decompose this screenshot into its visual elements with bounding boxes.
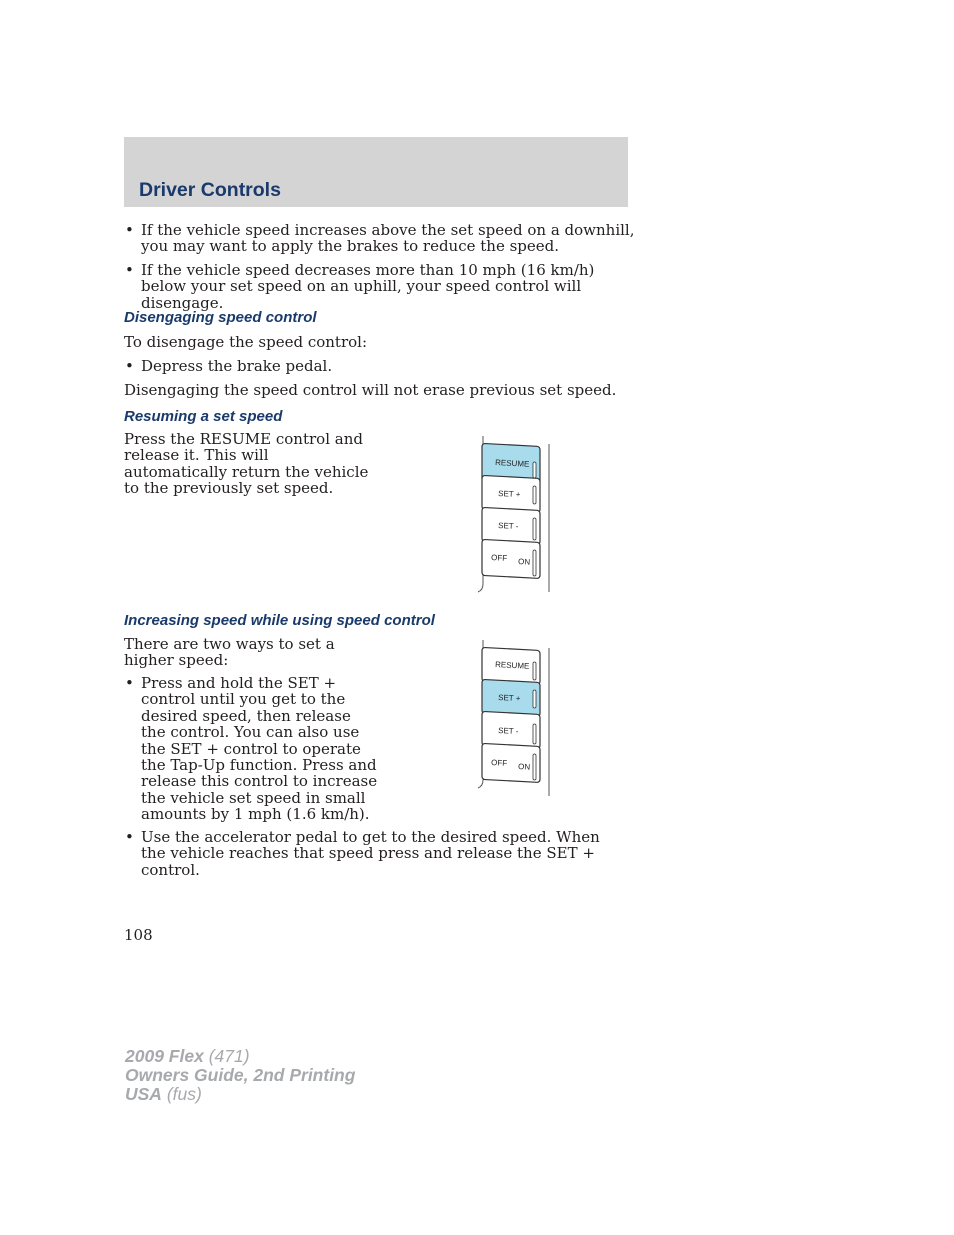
bullet-dot: •: [125, 261, 134, 279]
svg-text:SET +: SET +: [497, 693, 521, 704]
resume-button: [482, 647, 540, 684]
svg-text:ON: ON: [517, 762, 531, 772]
bullet-text: If the vehicle speed increases above the set speed on a downhill, you may want to apply the brakes to reduce the speed.: [141, 221, 635, 256]
increasing-intro: There are two ways to set a higher speed:: [124, 635, 335, 670]
off-on-button: [482, 743, 540, 782]
bullet-dot: •: [125, 357, 134, 375]
svg-text:SET -: SET -: [497, 726, 519, 737]
set-minus-button: [482, 507, 540, 544]
footer-line-guide: Owners Guide, 2nd Printing: [125, 1065, 356, 1085]
section-title: Driver Controls: [139, 179, 281, 201]
svg-text:OFF: OFF: [490, 758, 508, 768]
resuming-heading: Resuming a set speed: [124, 408, 283, 425]
bullet-text: Use the accelerator pedal to get to the desired speed. When the vehicle reaches that speed press and release the SET + control.: [141, 828, 600, 879]
increasing-heading: Increasing speed while using speed control: [124, 612, 435, 629]
set-minus-button: [482, 711, 540, 748]
list-item: [124, 675, 379, 823]
bullet-text: If the vehicle speed decreases more than 10 mph (16 km/h) below your set speed on an uphill, your speed control will disengage.: [141, 261, 595, 312]
list-item: [124, 829, 611, 878]
list-item: [124, 222, 639, 255]
disengaging-note: Disengaging the speed control will not erase previous set speed.: [124, 381, 617, 399]
bullet-dot: •: [125, 221, 134, 239]
bullet-dot: •: [125, 674, 134, 692]
footer-line-market: USA (fus): [125, 1084, 202, 1104]
svg-text:ON: ON: [517, 557, 531, 567]
off-on-button: [482, 539, 540, 578]
set-plus-button: [482, 679, 540, 716]
svg-text:SET -: SET -: [497, 521, 519, 532]
page-number: 108: [124, 926, 153, 944]
svg-text:SET +: SET +: [497, 489, 521, 500]
speed-control-diagram-resume: [474, 434, 558, 596]
svg-text:OFF: OFF: [490, 553, 508, 563]
speed-control-diagram-set-plus: [474, 638, 558, 800]
disengaging-intro: To disengage the speed control:: [124, 333, 367, 351]
bullet-text: Press and hold the SET + control until you get to the desired speed, then release the control. You can also use the SET + control to operate the Tap-Up function. Press and release this control to increase the vehicle set speed in small amounts by 1 mph (1.6 km/h).: [141, 674, 378, 824]
resuming-text: Press the RESUME control and release it. This will automatically return the vehicle to the previously set speed.: [124, 430, 369, 498]
footer: [125, 1047, 355, 1104]
footer-line-model: 2009 Flex (471): [125, 1046, 250, 1066]
svg-text:RESUME: RESUME: [494, 458, 530, 469]
svg-text:RESUME: RESUME: [494, 660, 530, 671]
list-item: [124, 358, 639, 374]
bullet-text: Depress the brake pedal.: [141, 357, 333, 375]
list-item: [124, 262, 639, 311]
disengaging-heading: Disengaging speed control: [124, 309, 317, 326]
bullet-dot: •: [125, 828, 134, 846]
set-plus-button: [482, 475, 540, 512]
